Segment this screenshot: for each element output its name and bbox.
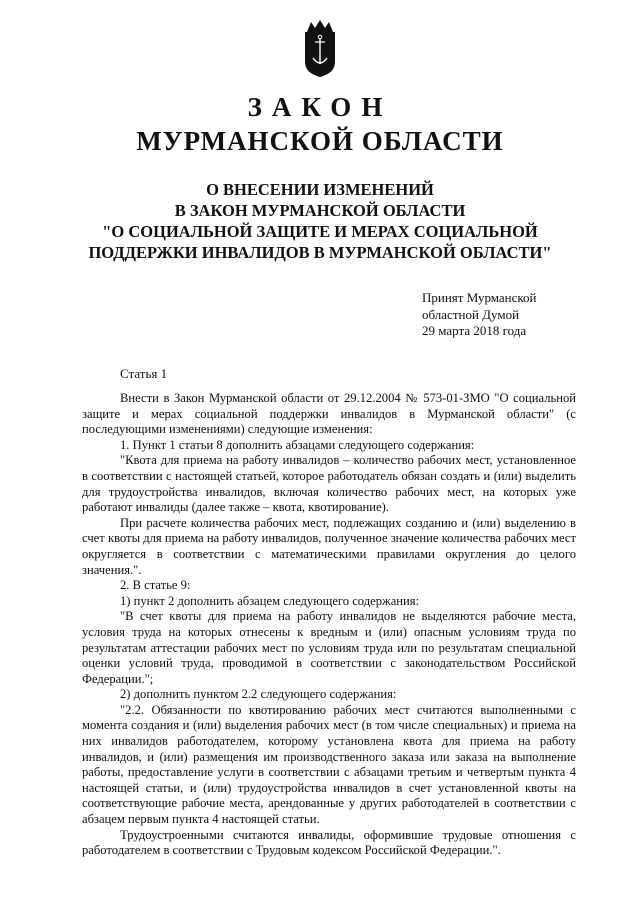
subtitle-line1: О ВНЕСЕНИИ ИЗМЕНЕНИЙ [206,180,434,199]
adoption-note [422,290,602,340]
adoption-line1: Принят Мурманской [422,290,537,305]
subtitle-line3: "О СОЦИАЛЬНОЙ ЗАЩИТЕ И МЕРАХ СОЦИАЛЬНОЙ [102,222,538,241]
adoption-line2: областной Думой [422,306,520,322]
paragraph-4: При расчете количества рабочих мест, подлежащих созданию и (или) выделению в счет квоты для приема на работу инвалидов, полученное значение количества рабочих мест округляется в соответствии с математическими правилами округления до целого значения.". [82,515,576,577]
paragraph-6: 1) пункт 2 дополнить абзацем следующего содержания: [120,593,420,608]
paragraph-1: Внести в Закон Мурманской области от 29.12.2004 № 573-01-ЗМО "О социальной защите и мерах социальной поддержки инвалидов в Мурманской области" (с последующими изменениями) следующие изменения: [82,391,576,437]
law-subtitle [40,179,600,263]
paragraph-7: "В счет квоты для приема на работу инвалидов не выделяются рабочие места, условия труда на которых отнесены к вредным и (или) опасным условиям труда по результатам аттестации рабочих мест по условиям труда или по результатам специальной оценки условий труда, проводимой в соответствии с законодательством Российской Федерации."; [82,609,576,686]
paragraph-8: 2) дополнить пунктом 2.2 следующего содержания: [120,687,397,702]
paragraph-2: 1. Пункт 1 статьи 8 дополнить абзацами следующего содержания: [120,437,475,452]
paragraph-3: "Квота для приема на работу инвалидов – количество рабочих мест, установленное в соответствии с настоящей статьей, которое работодатель обязан создать и (или) выделить для трудоустройства инвалидов, включая количество рабочих мест, на которых уже работают инвалиды (далее также – квота, квотирование). [82,453,576,515]
subtitle-line2: В ЗАКОН МУРМАНСКОЙ ОБЛАСТИ [174,201,466,220]
adoption-line3: 29 марта 2018 года [422,323,527,338]
law-title [0,90,640,158]
paragraph-5: 2. В статье 9: [120,578,191,593]
law-title-line2: МУРМАНСКОЙ ОБЛАСТИ [136,126,504,156]
subtitle-line4: ПОДДЕРЖКИ ИНВАЛИДОВ В МУРМАНСКОЙ ОБЛАСТИ" [88,243,552,262]
law-title-line1: ЗАКОН [247,92,393,122]
coat-of-arms-icon [303,18,337,78]
paragraph-9: "2.2. Обязанности по квотированию рабочих мест считаются выполненными с момента создания и (или) выделения рабочих мест (в том числе специальных) и приема на них инвалидов работодателем, которому установлена квота для приема на работу инвалидов, и (или) размещения им производственного заказа или заказа на выполнение работы, предоставление услуги в соответствии с абзацами третьим и четвертым пункта 4 настоящей статьи, и (или) трудоустройства инвалидов в счет установленной квоты на соответствующие рабочие места, арендованные у других работодателей в соответствии с абзацем первым пункта 4 настоящей статьи. [82,702,576,827]
paragraph-10: Трудоустроенными считаются инвалиды, оформившие трудовые отношения с работодателем в соответствии с Трудовым кодексом Российской Федерации.". [82,827,576,858]
article-heading: Статья 1 [120,366,168,381]
article-body [82,391,576,859]
